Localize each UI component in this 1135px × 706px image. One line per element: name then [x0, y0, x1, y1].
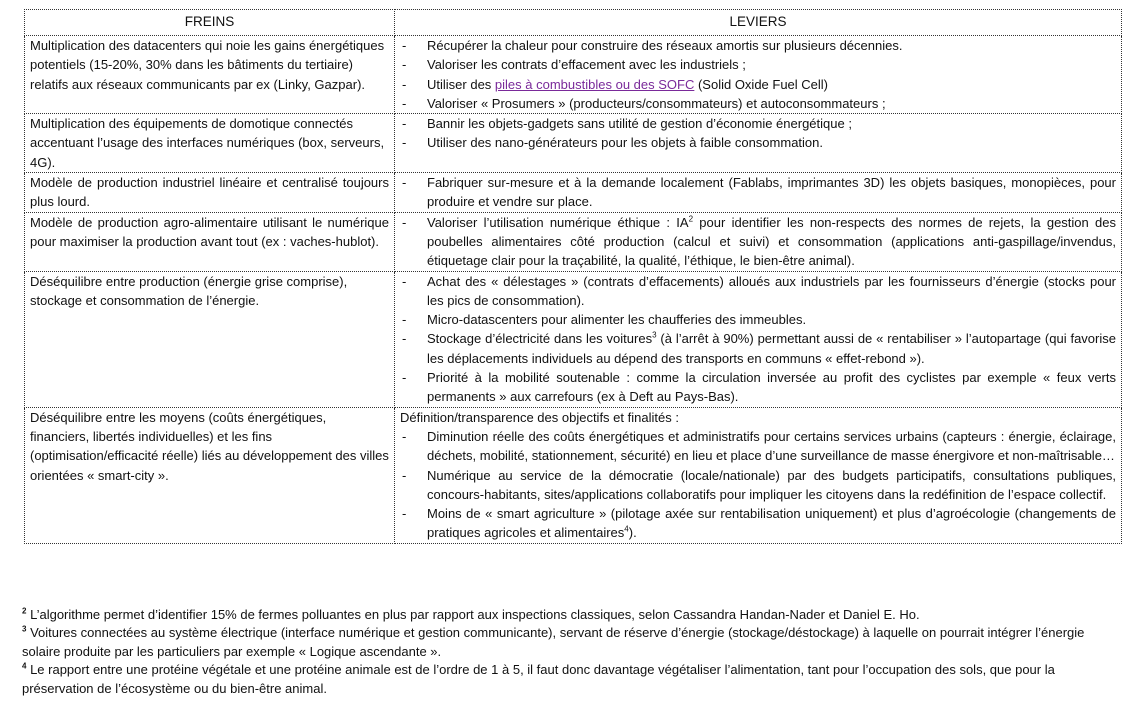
leviers-list [400, 36, 1116, 113]
footnotes [22, 606, 1122, 698]
footnote [22, 606, 1122, 624]
frein-cell: Déséquilibre entre production (énergie grise comprise), stockage et consommation de l’énergie. [25, 271, 395, 407]
leviers-cell [395, 212, 1122, 271]
leviers-cell [395, 36, 1122, 114]
footnote-text: L’algorithme permet d’identifier 15% de fermes polluantes en plus par rapport aux inspections classiques, selon Cassandra Handan-Nader et Daniel E. Ho. [26, 607, 920, 622]
levier-item [400, 213, 1116, 271]
table-row [25, 212, 1122, 271]
levier-item: - Valoriser les contrats d’effacement avec les industriels ; [400, 55, 1116, 74]
footnote [22, 624, 1122, 661]
levier-text: (Solid Oxide Fuel Cell) [694, 76, 829, 92]
leviers-cell [395, 114, 1122, 173]
footnote-ref: 3 [652, 331, 657, 341]
leviers-list [400, 173, 1116, 212]
levier-item: - Priorité à la mobilité soutenable : comme la circulation inversée au profit des cyclistes par exemple « feux verts permanents » aux carrefours (ex à Deft au Pays-Bas). [400, 368, 1116, 407]
levier-item: - Utiliser des nano-générateurs pour les objets à faible consommation. [400, 133, 1116, 152]
leviers-list [400, 213, 1116, 271]
levier-item: - Numérique au service de la démocratie (locale/nationale) par des budgets participatifs, consultations publiques, concours-habitants, sites/applications collaboratifs pour impliquer les citoyens dans la redéfinition de l’espace collectif. [400, 466, 1116, 505]
table-row [25, 114, 1122, 173]
levier-text: Valoriser l’utilisation numérique éthique : IA [427, 214, 689, 230]
table-row [25, 36, 1122, 114]
frein-cell: Modèle de production agro-alimentaire utilisant le numérique pour maximiser la production avant tout (ex : vaches-hublot). [25, 212, 395, 271]
freins-leviers-table [24, 9, 1122, 544]
header-leviers: LEVIERS [395, 10, 1122, 36]
footnote-ref: 2 [688, 214, 694, 224]
table-row [25, 173, 1122, 213]
footnote-ref: 4 [624, 525, 629, 535]
frein-cell: Modèle de production industriel linéaire et centralisé toujours plus lourd. [25, 173, 395, 213]
levier-item: - Récupérer la chaleur pour construire des réseaux amortis sur plusieurs décennies. [400, 36, 1116, 55]
levier-item: - Valoriser « Prosumers » (producteurs/consommateurs) et autoconsommateurs ; [400, 94, 1116, 113]
leviers-lead: Définition/transparence des objectifs et finalités : [400, 409, 679, 425]
table-row [25, 271, 1122, 407]
levier-item: - Diminution réelle des coûts énergétiques et administratifs pour certains services urbains (capteurs : énergie, éclairage, déchets, mobilité, stationnement, sécurité) en lieu et place d’une surveillance de masse énergivore et non-maîtrisable… [400, 427, 1116, 466]
frein-cell: Multiplication des datacenters qui noie les gains énergétiques potentiels (15-20%, 30% dans les bâtiments du tertiaire) relatifs aux réseaux communicants par ex (Linky, Gazpar). [25, 36, 395, 114]
levier-text: pour identifier les non-respects des normes de rejets, la gestion des poubelles alimentaires côté production (calcul et suivi) et consommation (applications anti-gaspillage/invendus, étiquetage clair pour la traçabilité, la qualité, l’éthique, le bien-être animal). [427, 214, 1116, 269]
levier-text: Stockage d’électricité dans les voitures [427, 331, 653, 347]
levier-item: - Micro-datascenters pour alimenter les chaufferies des immeubles. [400, 310, 1116, 329]
levier-text: Utiliser des [427, 76, 495, 92]
footnote-number: 4 [22, 661, 27, 671]
frein-cell: Déséquilibre entre les moyens (coûts énergétiques, financiers, libertés individuelles) et les fins (optimisation/efficacité réelle) liés au développement des villes orientées « smart-city ». [25, 407, 395, 543]
header-freins: FREINS [25, 10, 395, 36]
leviers-list [400, 114, 1116, 153]
levier-item: - Fabriquer sur-mesure et à la demande localement (Fablabs, imprimantes 3D) les objets basiques, monopièces, pour produire et vendre sur place. [400, 173, 1116, 212]
levier-text: ). [628, 525, 637, 541]
footnote-text: Le rapport entre une protéine végétale et une protéine animale est de l’ordre de 1 à 5, il faut donc davantage végétaliser l’alimentation, tant pour l’occupation des sols, que pour la préservation de l’écosystème ou du bien-être animal. [22, 662, 1055, 696]
footnote-number: 3 [22, 625, 27, 635]
levier-text: Moins de « smart agriculture » (pilotage axée sur rentabilisation uniquement) et plus d’agroécologie (changements de pratiques agricoles et alimentaires [427, 506, 1116, 541]
levier-text: (à l’arrêt à 90%) permettant aussi de « rentabiliser » l’autopartage (qui favorise les déplacements individuels au dépend des transports en communs « effet-rebond »). [427, 331, 1116, 366]
levier-item [400, 504, 1116, 543]
leviers-list [400, 272, 1116, 407]
frein-cell: Multiplication des équipements de domotique connectés accentuant l’usage des interfaces numériques (box, serveurs, 4G). [25, 114, 395, 173]
header-row [25, 10, 1122, 36]
leviers-cell [395, 173, 1122, 213]
sofc-link[interactable]: piles à combustibles ou des SOFC [494, 76, 695, 92]
footnote-text: Voitures connectées au système électrique (interface numérique et gestion communicante), servant de réserve d’énergie (stockage/déstockage) à laquelle on pourrait intégrer l’énergie solaire produite par les particuliers par exemple « Logique ascendante ». [22, 625, 1085, 659]
table-row [25, 407, 1122, 543]
leviers-cell [395, 407, 1122, 543]
leviers-list [400, 427, 1116, 543]
levier-item [400, 329, 1116, 368]
levier-item: - Bannir les objets-gadgets sans utilité de gestion d’économie énergétique ; [400, 114, 1116, 133]
levier-item [400, 75, 1116, 94]
footnote [22, 661, 1122, 698]
footnote-number: 2 [22, 606, 27, 616]
leviers-cell [395, 271, 1122, 407]
levier-item: - Achat des « délestages » (contrats d’effacements) alloués aux industriels par les fournisseurs d’énergie (stocks pour les pics de consommation). [400, 272, 1116, 311]
